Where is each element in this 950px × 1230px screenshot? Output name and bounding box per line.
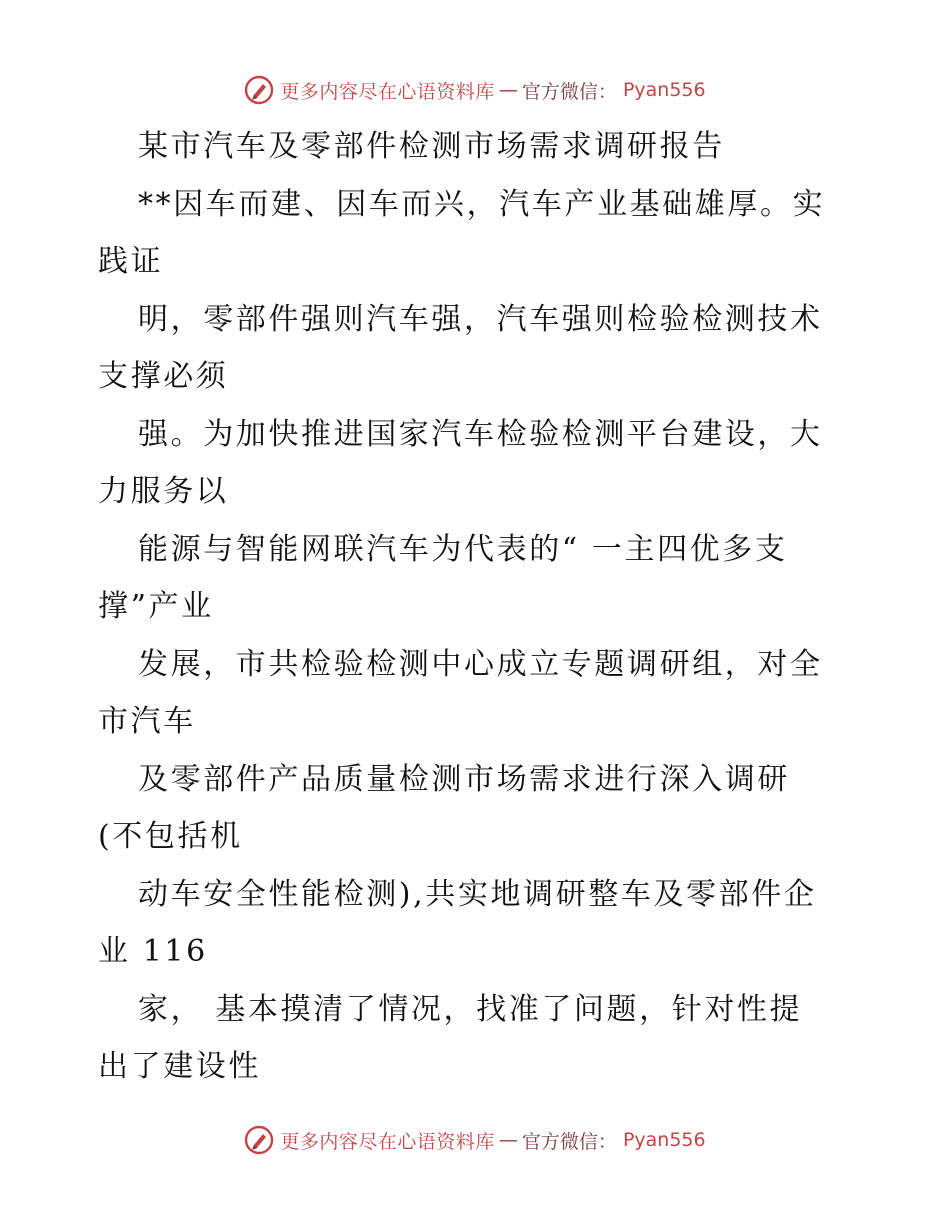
- text-line: 出了建设性: [98, 1049, 261, 1084]
- text-line: 明，零部件强则汽车强，汽车强则检验检测技术: [138, 301, 823, 337]
- text-line: 动车安全性能检测),共实地调研整车及零部件企: [138, 876, 817, 912]
- text-line: 力服务以: [98, 474, 229, 509]
- pen-logo-icon: [244, 75, 274, 105]
- text-line: 市汽车: [98, 704, 196, 739]
- footer-watermark: [0, 1120, 950, 1160]
- text-line: 能源与智能网联汽车为代表的“ 一主四优多支: [138, 531, 788, 567]
- watermark-main-text: 更多内容尽在心语资料库: [280, 80, 495, 103]
- text-line: **因车而建、因车而兴，汽车产业基础雄厚。实: [138, 186, 826, 222]
- text-line: 撑”产业: [98, 589, 214, 624]
- text-line: 发展，市共检验检测中心成立专题调研组，对全: [138, 646, 823, 682]
- text-line: 某市汽车及零部件检测市场需求调研报告: [138, 129, 725, 164]
- pen-logo-icon: [244, 1125, 274, 1155]
- text-line: 强。为加快推进国家汽车检验检测平台建设，大: [138, 416, 823, 452]
- watermark-wechat-label: 官方微信：: [521, 80, 617, 103]
- watermark-wechat-id: Pyan556: [622, 79, 706, 101]
- watermark-dash: —: [498, 79, 518, 101]
- text-line: 及零部件产品质量检测市场需求进行深入调研: [138, 761, 790, 797]
- text-line: (不包括机: [98, 819, 243, 854]
- header-watermark: [0, 70, 950, 110]
- watermark-dash: —: [498, 1129, 518, 1151]
- text-line: 践证: [98, 244, 164, 279]
- text-line: 业 116: [98, 934, 208, 969]
- watermark-wechat-id: Pyan556: [622, 1129, 706, 1151]
- watermark-wechat-label: 官方微信：: [521, 1130, 617, 1153]
- watermark-main-text: 更多内容尽在心语资料库: [280, 1130, 495, 1153]
- text-line: 家， 基本摸清了情况，找准了问题，针对性提: [138, 991, 803, 1027]
- text-line: 支撑必须: [98, 359, 229, 394]
- document-body: [98, 118, 858, 1096]
